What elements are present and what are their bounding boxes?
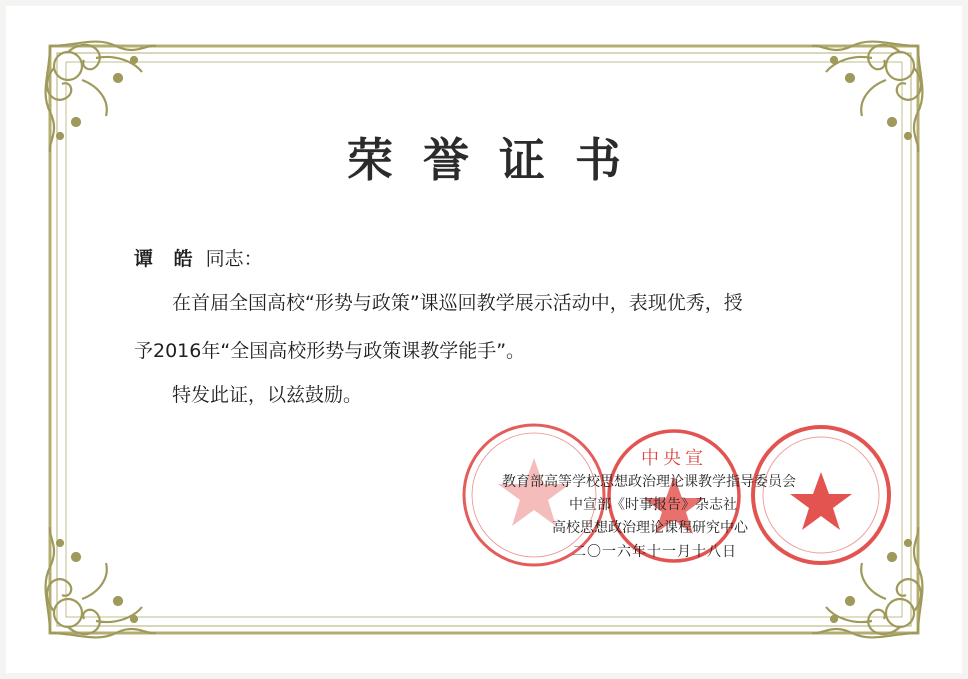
issuer-line: 中宣部《时事报告》杂志社 xyxy=(569,497,737,513)
closing-text: 特发此证，以兹鼓励。 xyxy=(172,384,363,406)
recipient-suffix: 同志： xyxy=(205,248,263,270)
issuer-line: 高校思想政治理论课程研究中心 xyxy=(552,520,748,536)
award-text-line-1: 在首届全国高校“形势与政策”课巡回教学展示活动中，表现优秀，授 xyxy=(172,292,743,314)
issuer-line: 教育部高等学校思想政治理论课教学指导委员会 xyxy=(502,474,796,490)
recipient-name: 谭 皓 xyxy=(134,248,200,270)
seal-right xyxy=(748,422,894,568)
svg-text:中央宣: 中央宣 xyxy=(641,448,707,469)
award-text-line-2: 予2016年“全国高校形势与政策课教学能手”。 xyxy=(134,340,526,362)
certificate-title: 荣誉证书 xyxy=(347,133,651,187)
recipient-salutation xyxy=(134,244,263,271)
issue-date: 二〇一六年十一月十八日 xyxy=(572,544,737,560)
certificate xyxy=(6,6,962,673)
